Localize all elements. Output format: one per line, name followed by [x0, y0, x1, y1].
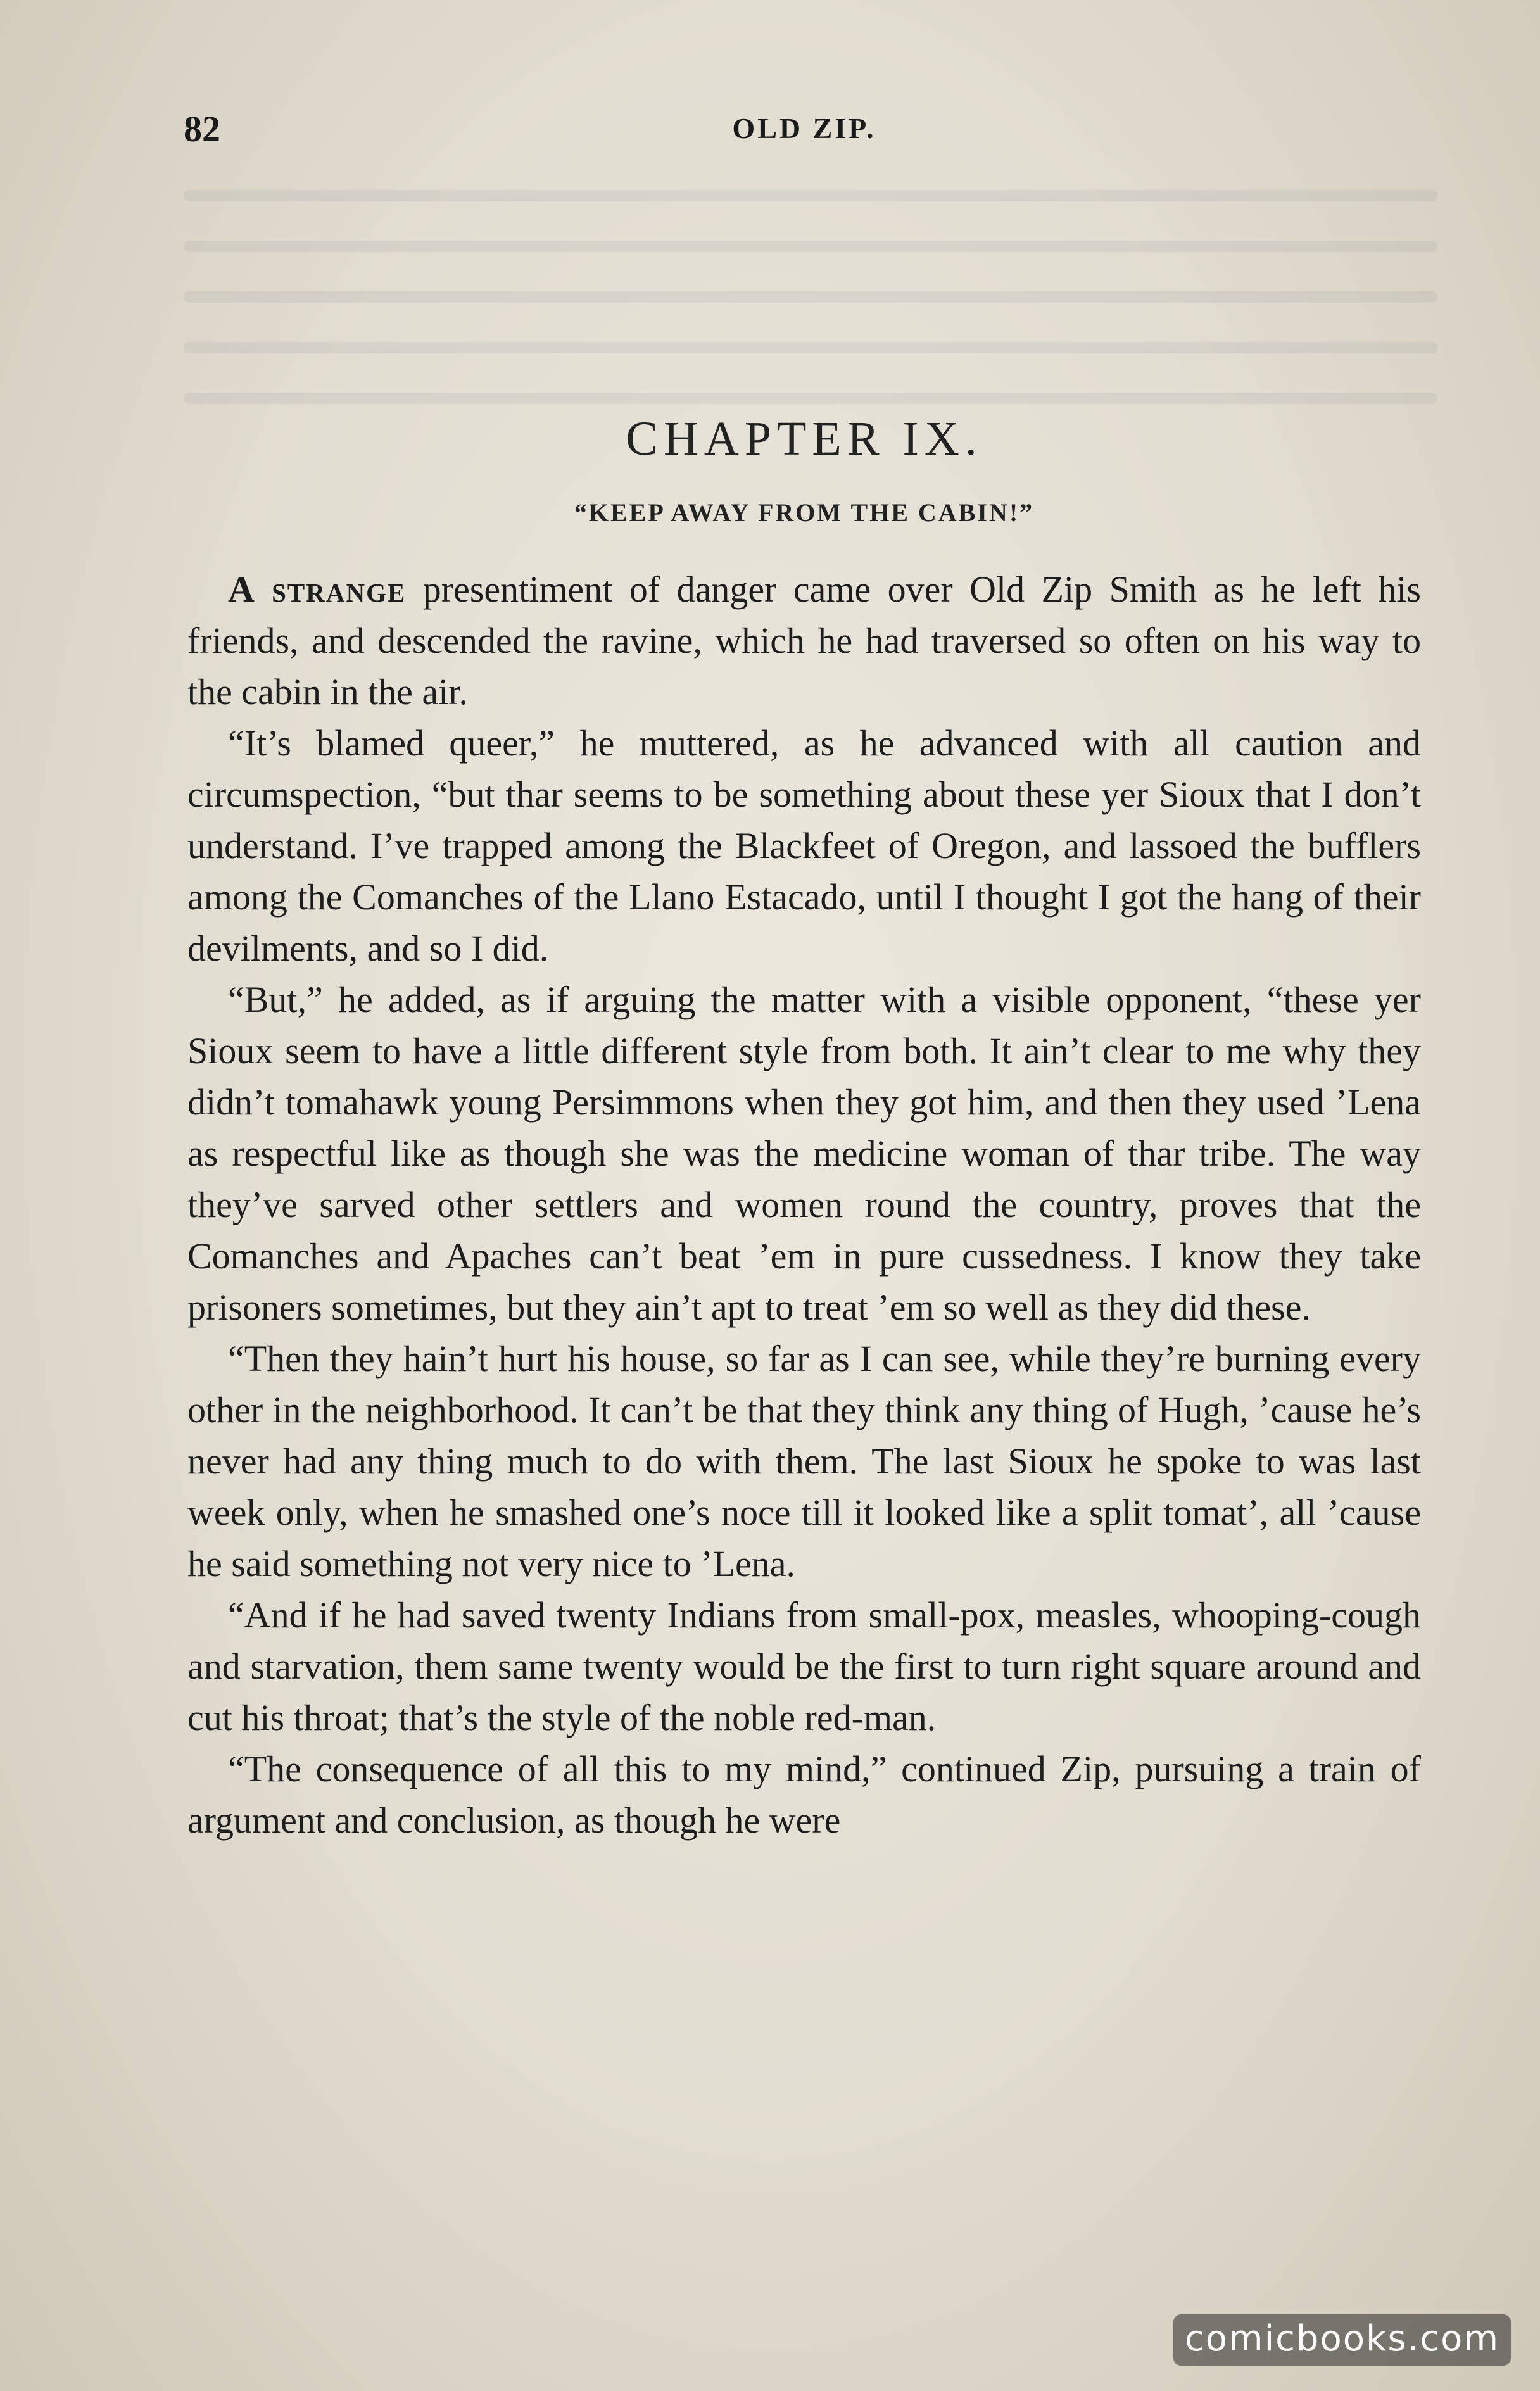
- paragraph-text: “Then they hain’t hurt his house, so far as I can see, while they’re burning every other in the neighborhood. It can’t be that they think any thing of Hugh, ’cause he’s never had any thing much to do with them. The last Sioux he spoke to was last week only, when he smashed one’s noce till it looked like a split tomat’, all ’cause he said something not very nice to ’Lena.: [187, 1338, 1421, 1584]
- paragraph: [187, 564, 1421, 717]
- paragraph-text: “The consequence of all this to my mind,” continued Zip, pursuing a train of argument and conclusion, as though he were: [187, 1748, 1421, 1841]
- body-text: [187, 564, 1421, 1846]
- watermark: comicbooks.com: [1173, 2314, 1511, 2366]
- bleed-through-line: [184, 393, 1437, 404]
- page-number: 82: [184, 108, 220, 149]
- chapter-subtitle: “KEEP AWAY FROM THE CABIN!”: [574, 498, 1035, 527]
- bleed-through-line: [184, 342, 1437, 353]
- paragraph-text: “It’s blamed queer,” he muttered, as he advanced with all caution and circumspection, “but thar seems to be something about these yer Sioux that I don’t understand. I’ve trapped among the Blackfeet of Oregon, and lassoed the bufflers among the Comanches of the Llano Estacado, until I thought I got the hang of their devilments, and so I did.: [187, 722, 1421, 969]
- paragraph: [187, 717, 1421, 974]
- chapter-title: CHAPTER IX.: [626, 412, 983, 465]
- paragraph: [187, 1333, 1421, 1589]
- bleed-through-line: [184, 241, 1437, 252]
- paragraph-text: presentiment of danger came over Old Zip Smith as he left his friends, and descended the ravine, which he had traversed so often on his way to the cabin in the air.: [187, 569, 1421, 712]
- paragraph: [187, 1589, 1421, 1743]
- running-head: [184, 108, 1425, 152]
- bleed-through-line: [184, 190, 1437, 201]
- lead-word: A strange: [228, 569, 407, 610]
- paragraph: [187, 1743, 1421, 1846]
- paragraph-text: “But,” he added, as if arguing the matter with a visible opponent, “these yer Sioux seem to have a little different style from both. It ain’t clear to me why they didn’t tomahawk young Persimmons when they got him, and then they used ’Lena as respectful like as though she was the medicine woman of thar tribe. The way they’ve sarved other settlers and women round the country, proves that the Comanches and Apaches can’t beat ’em in pure cussedness. I know they take prisoners sometimes, but they ain’t apt to treat ’em so well as they did these.: [187, 979, 1421, 1328]
- paragraph-text: “And if he had saved twenty Indians from small-pox, measles, whooping-cough and starvation, them same twenty would be the first to turn right square around and cut his throat; that’s the style of the noble red-man.: [187, 1594, 1421, 1738]
- paragraph: [187, 974, 1421, 1333]
- bleed-through-line: [184, 291, 1437, 303]
- running-title: OLD ZIP.: [732, 112, 876, 144]
